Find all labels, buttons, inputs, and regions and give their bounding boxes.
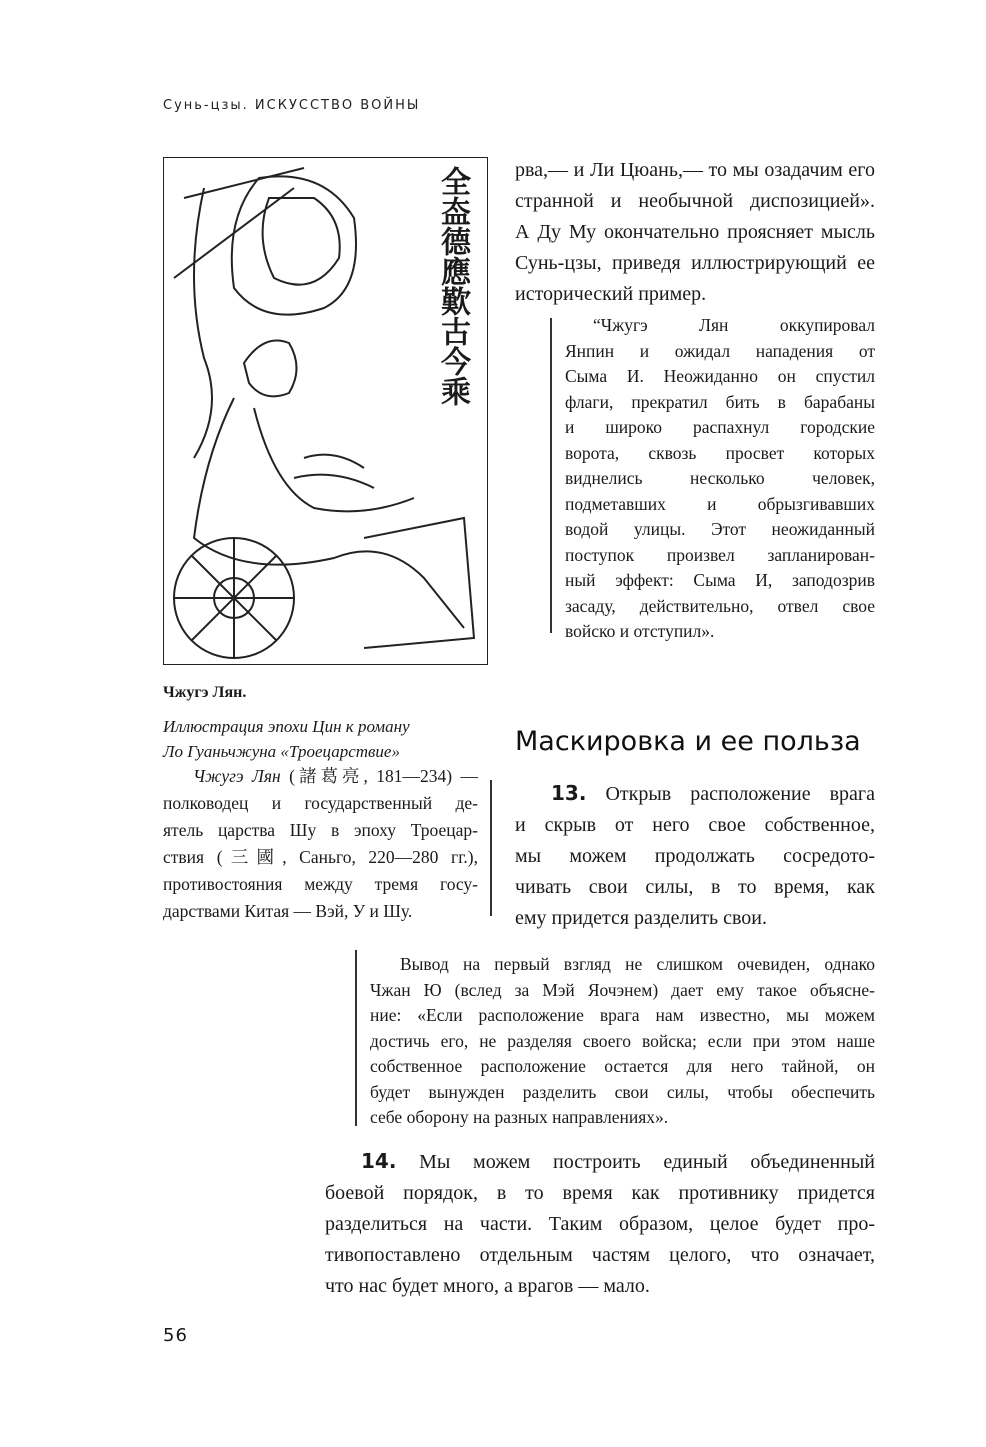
text-line: войско и отступил». — [565, 621, 715, 641]
caption-text — [163, 714, 410, 764]
text-line: достичь его, не разделяя своего войска; если при этом наше — [370, 1030, 875, 1051]
line-text: Мы можем построить единый объединенный — [419, 1151, 875, 1173]
paragraph-number: 14. — [361, 1149, 397, 1173]
text-line: ствия (三國, Саньго, 220—280 гг.), — [163, 847, 478, 867]
quote2-rule — [355, 950, 357, 1126]
top-paragraph — [515, 155, 875, 310]
text-line: “Чжугэ Лян оккупировал — [593, 315, 875, 335]
text-line: Сыма И. Неожиданно он спустил — [565, 366, 875, 386]
illustration-zhuge-liang — [163, 157, 488, 665]
paragraph-number: 13. — [551, 781, 587, 805]
running-head-title: ИСКУССТВО ВОЙНЫ — [254, 98, 421, 113]
text-line: тивопоставлено отдельным частям целого, что означает, — [325, 1244, 875, 1266]
text-line — [163, 763, 478, 790]
text-line: ятель царства Шу в эпоху Троецар- — [163, 820, 478, 840]
quote1-block — [565, 313, 875, 645]
running-head — [163, 98, 420, 113]
paragraph-14 — [325, 1146, 875, 1302]
running-head-author: Сунь-цзы. — [163, 98, 249, 113]
text-line — [515, 778, 875, 810]
text-line: что нас будет много, а врагов — мало. — [325, 1275, 650, 1297]
text-line: разделиться на части. Таким образом, целое будет про- — [325, 1213, 875, 1235]
text-line: Чжан Ю (вслед за Мэй Яочэнем) дает ему такое объясне- — [370, 979, 875, 1000]
section-heading: Маскировка и ее польза — [515, 726, 861, 757]
text-line: чивать свои силы, в то время, как — [515, 876, 875, 898]
text-line: А Ду Му окончательно проясняет мысль — [515, 221, 875, 243]
text-line: ный эффект: Сыма И, заподозрив — [565, 570, 875, 590]
text-line: ворота, сквозь просвет которых — [565, 442, 875, 463]
text-line: противостояния между тремя госу- — [163, 874, 478, 894]
text-line: засаду, действительно, отвел свое — [565, 595, 875, 616]
text-line: Ло Гуаньчжуна «Троецарствие» — [163, 742, 400, 761]
quote1-rule — [550, 318, 552, 633]
text-line: подметавших и обрызгивавших — [565, 493, 875, 514]
text-line: Янпин и ожидал нападения от — [565, 340, 875, 361]
text-line: флаги, прекратил бить в барабаны — [565, 391, 875, 412]
caption-title: Чжугэ Лян. — [163, 684, 247, 701]
biographical-note — [163, 763, 478, 925]
text-line: боевой порядок, в то время как противнику придется — [325, 1182, 875, 1204]
text-line — [325, 1146, 875, 1178]
text-line: мы можем продолжать сосредото- — [515, 845, 875, 867]
text-line: Вывод на первый взгляд не слишком очевиден, однако — [400, 954, 875, 974]
text-line: ему придется разделить свои. — [515, 907, 767, 929]
text-line: Сунь-цзы, приведя иллюстрирующий ее — [515, 252, 875, 274]
text-line: ние: «Если расположение врага нам известно, мы можем — [370, 1005, 875, 1025]
text-line: собственное расположение остается для него тайной, он — [370, 1056, 875, 1076]
text-line: виднелись несколько человек, — [565, 468, 875, 488]
text-line: странной и необычной диспозицией». — [515, 190, 875, 212]
paragraph-13 — [515, 778, 875, 934]
line-text: Открыв расположение врага — [605, 783, 875, 805]
text-line: себе оборону на разных направлениях». — [370, 1107, 669, 1127]
text-line: и скрыв от него свое собственное, — [515, 814, 875, 836]
quote2-block — [370, 952, 875, 1131]
text-line: рва,— и Ли Цюань,— то мы озадачим его — [515, 159, 875, 181]
text-line: дарствами Китая — Вэй, У и Шу. — [163, 901, 413, 921]
note-name: Чжугэ Лян — [193, 766, 281, 786]
note-rule — [490, 780, 492, 916]
text-line: исторический пример. — [515, 283, 707, 305]
text-line: водой улицы. Этот неожиданный — [565, 519, 875, 539]
illustration-inscription: 全盇德應歎古今乘 — [435, 166, 470, 406]
text-line: будет вынужден разделить свои силы, чтобы обеспечить — [370, 1081, 875, 1102]
text-line: полководец и государственный де- — [163, 793, 478, 813]
page-number: 56 — [163, 1325, 188, 1346]
text-line: и широко распахнул городские — [565, 417, 875, 437]
text-line: Иллюстрация эпохи Цин к роману — [163, 717, 410, 736]
text-line: поступок произвел запланирован- — [565, 544, 875, 565]
line-text: (諸葛亮, 181—234) — — [289, 766, 479, 786]
